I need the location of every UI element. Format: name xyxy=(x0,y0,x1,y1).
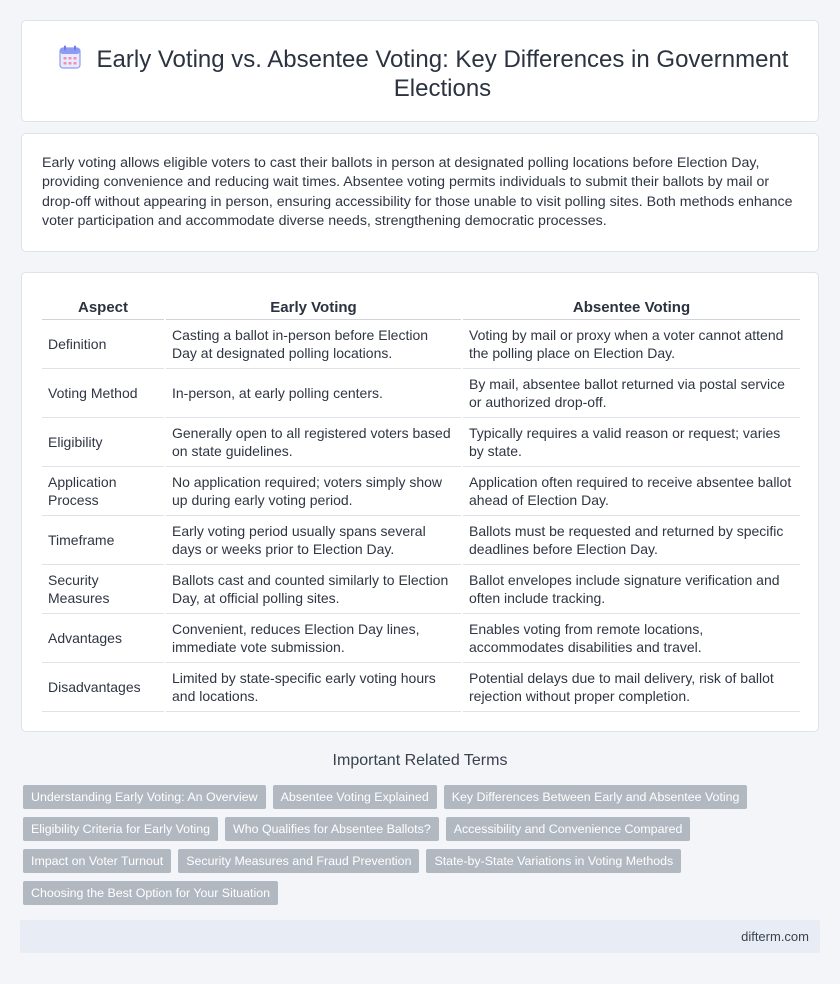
column-header-aspect: Aspect xyxy=(42,297,165,319)
row-aspect: Disadvantages xyxy=(42,662,165,711)
comparison-table xyxy=(42,297,800,712)
row-absentee-voting: Typically requires a valid reason or request; varies by state. xyxy=(462,417,800,466)
tag-row xyxy=(23,849,823,873)
row-early-voting: Convenient, reduces Election Day lines, immediate vote submission. xyxy=(165,613,462,662)
intro-paragraph: Early voting allows eligible voters to cast their ballots in person at designated polling locations before Election Day, providing convenience and reducing wait times. Absentee voting permits individuals to submit their ballots by mail or drop-off without appearing in person, ensuring accessibility for those unable to visit polling sites. Both methods enhance voter participation and accommodate diverse needs, strengthening democratic processes. xyxy=(42,155,793,229)
table-row xyxy=(42,417,800,466)
table-row xyxy=(42,564,800,613)
tag-row xyxy=(23,785,823,809)
related-term-tag[interactable]: Accessibility and Convenience Compared xyxy=(446,817,691,841)
table-row xyxy=(42,319,800,368)
title-card xyxy=(21,20,819,122)
table-row xyxy=(42,662,800,711)
column-header-early-voting: Early Voting xyxy=(165,297,462,319)
row-absentee-voting: By mail, absentee ballot returned via postal service or authorized drop-off. xyxy=(462,368,800,417)
related-terms-tags xyxy=(23,785,823,913)
row-early-voting: Ballots cast and counted similarly to Election Day, at official polling sites. xyxy=(165,564,462,613)
row-aspect: Application Process xyxy=(42,466,165,515)
related-term-tag[interactable]: Who Qualifies for Absentee Ballots? xyxy=(225,817,439,841)
related-term-tag[interactable]: Absentee Voting Explained xyxy=(273,785,437,809)
related-term-tag[interactable]: Impact on Voter Turnout xyxy=(23,849,171,873)
site-link[interactable]: difterm.com xyxy=(741,929,809,944)
related-terms-title: Important Related Terms xyxy=(332,752,508,769)
related-term-tag[interactable]: State-by-State Variations in Voting Methods xyxy=(426,849,681,873)
row-early-voting: Casting a ballot in-person before Election Day at designated polling locations. xyxy=(165,319,462,368)
footer xyxy=(20,920,820,953)
tag-row xyxy=(23,817,823,841)
row-absentee-voting: Potential delays due to mail delivery, risk of ballot rejection without proper completion. xyxy=(462,662,800,711)
table-header-row xyxy=(42,297,800,319)
row-aspect: Security Measures xyxy=(42,564,165,613)
related-term-tag[interactable]: Eligibility Criteria for Early Voting xyxy=(23,817,218,841)
row-early-voting: Generally open to all registered voters based on state guidelines. xyxy=(165,417,462,466)
table-row xyxy=(42,368,800,417)
row-aspect: Advantages xyxy=(42,613,165,662)
related-term-tag[interactable]: Choosing the Best Option for Your Situation xyxy=(23,881,278,905)
row-aspect: Voting Method xyxy=(42,368,165,417)
table-row xyxy=(42,515,800,564)
row-aspect: Eligibility xyxy=(42,417,165,466)
page-title: Early Voting vs. Absentee Voting: Key Differences in Government Elections xyxy=(96,46,789,102)
column-header-absentee-voting: Absentee Voting xyxy=(462,297,800,319)
comparison-table-card xyxy=(21,272,819,732)
tag-row xyxy=(23,881,823,905)
row-absentee-voting: Enables voting from remote locations, accommodates disabilities and travel. xyxy=(462,613,800,662)
row-early-voting: Early voting period usually spans several days or weeks prior to Election Day. xyxy=(165,515,462,564)
table-row xyxy=(42,466,800,515)
row-early-voting: Limited by state-specific early voting hours and locations. xyxy=(165,662,462,711)
related-term-tag[interactable]: Understanding Early Voting: An Overview xyxy=(23,785,266,809)
related-term-tag[interactable]: Key Differences Between Early and Absentee Voting xyxy=(444,785,748,809)
related-term-tag[interactable]: Security Measures and Fraud Prevention xyxy=(178,849,419,873)
row-early-voting: In-person, at early polling centers. xyxy=(165,368,462,417)
table-row xyxy=(42,613,800,662)
row-early-voting: No application required; voters simply show up during early voting period. xyxy=(165,466,462,515)
row-aspect: Timeframe xyxy=(42,515,165,564)
row-absentee-voting: Application often required to receive absentee ballot ahead of Election Day. xyxy=(462,466,800,515)
row-aspect: Definition xyxy=(42,319,165,368)
row-absentee-voting: Ballots must be requested and returned by specific deadlines before Election Day. xyxy=(462,515,800,564)
row-absentee-voting: Ballot envelopes include signature verification and often include tracking. xyxy=(462,564,800,613)
row-absentee-voting: Voting by mail or proxy when a voter cannot attend the polling place on Election Day. xyxy=(462,319,800,368)
intro-card xyxy=(21,133,819,252)
